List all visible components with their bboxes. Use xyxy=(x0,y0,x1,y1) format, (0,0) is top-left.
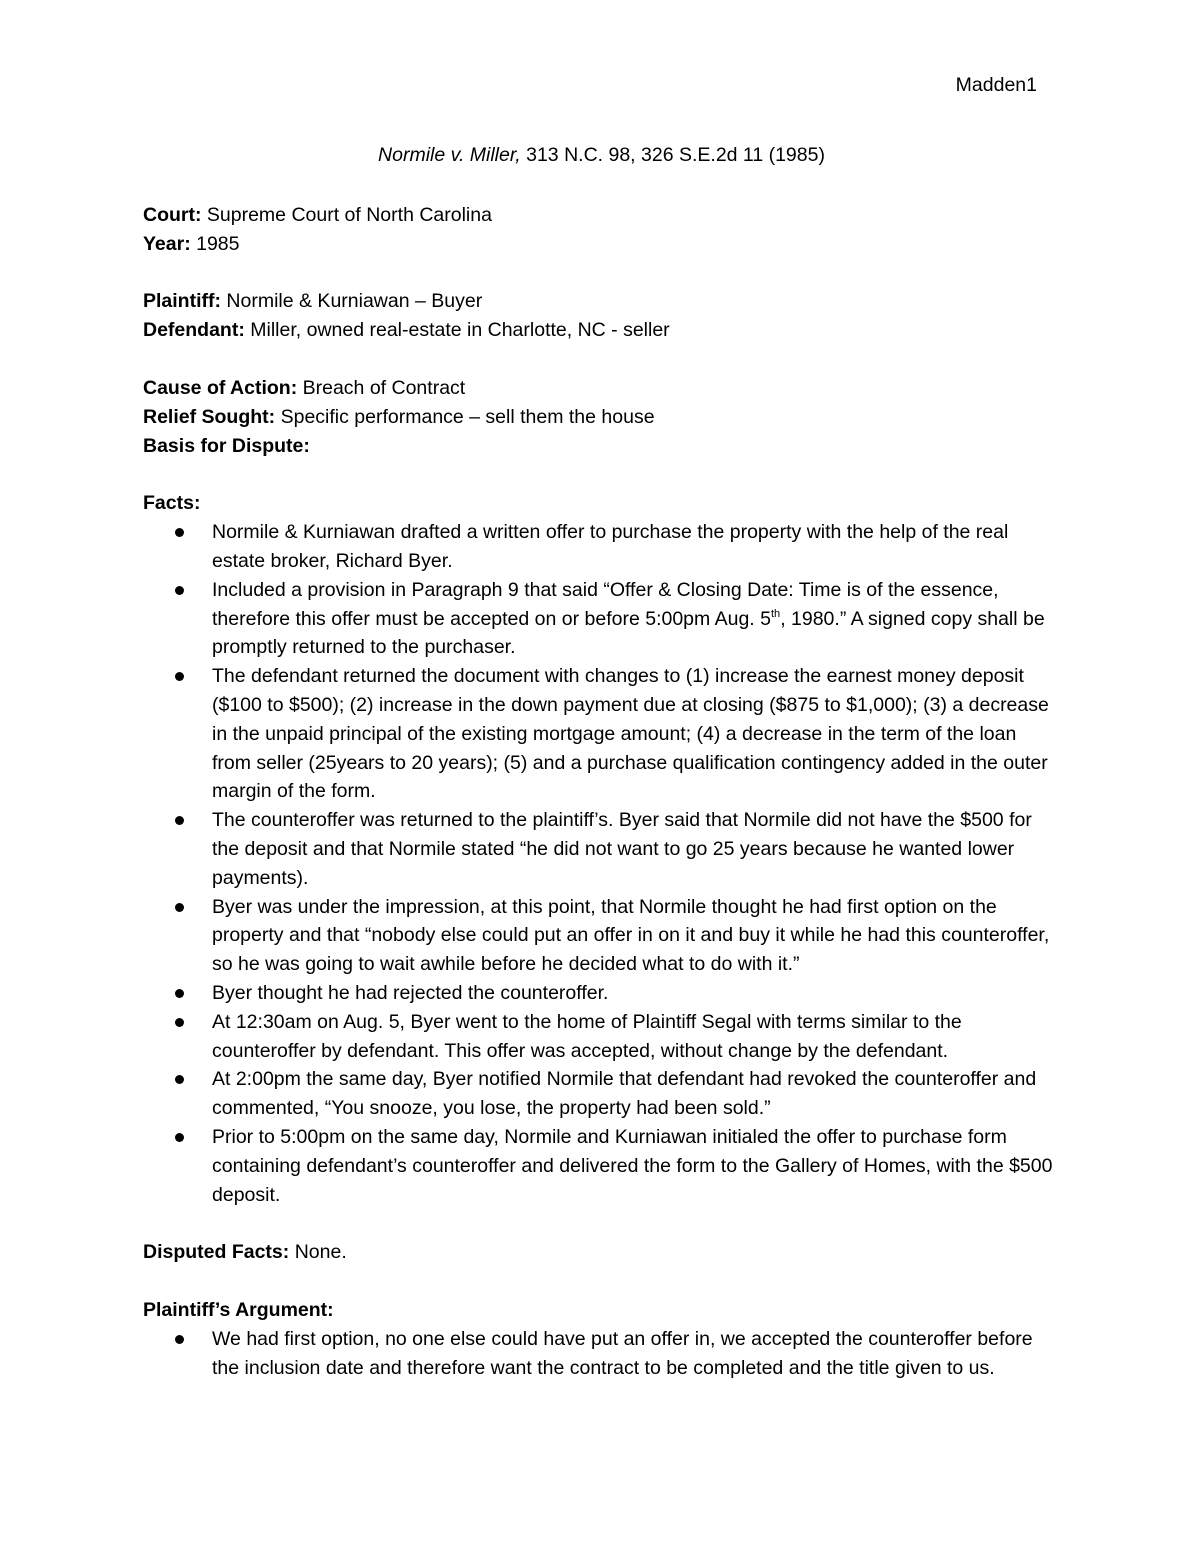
superscript: th xyxy=(771,607,781,620)
year-line xyxy=(143,230,1060,259)
relief-line xyxy=(143,403,1060,432)
case-name: Normile v. Miller, xyxy=(378,144,521,166)
disputed-label: Disputed Facts: xyxy=(143,1241,290,1264)
plaintiff-value: Normile & Kurniawan – Buyer xyxy=(221,290,483,313)
facts-list xyxy=(143,518,1060,1209)
disputed-line xyxy=(143,1238,1060,1267)
defendant-value: Miller, owned real-estate in Charlotte, NC - seller xyxy=(244,319,670,342)
plaintiff-label: Plaintiff: xyxy=(143,290,221,313)
facts-heading: Facts: xyxy=(143,492,201,515)
defendant-label: Defendant: xyxy=(143,319,245,342)
list-item: We had first option, no one else could have put an offer in, we accepted the counteroffer before the inclusion date and therefore want the contract to be completed and the title given to us. xyxy=(143,1325,1060,1383)
relief-value: Specific performance – sell them the house xyxy=(275,405,655,428)
list-item: The counteroffer was returned to the plaintiff’s. Byer said that Normile did not have the $500 for the deposit and that Normile stated “he did not want to go 25 years because he wanted lower payments). xyxy=(143,806,1060,892)
list-item: The defendant returned the document with changes to (1) increase the earnest money deposit ($100 to $500); (2) increase in the down payment due at closing ($875 to $1,000); (3) a decrease in the unpaid principal of the existing mortgage amount; (4) a decrease in the term of the loan from seller (25years to 20 years); (5) and a purchase qualification contingency added in the outer margin of the form. xyxy=(143,662,1060,806)
basis-label: Basis for Dispute: xyxy=(143,434,310,457)
defendant-line xyxy=(143,316,1060,345)
year-value: 1985 xyxy=(190,232,240,255)
case-reporter: 313 N.C. 98, 326 S.E.2d 11 (1985) xyxy=(520,144,825,166)
list-item: At 12:30am on Aug. 5, Byer went to the home of Plaintiff Segal with terms similar to the counteroffer by defendant. This offer was accepted, without change by the defendant. xyxy=(143,1008,1060,1066)
plaintiff-line xyxy=(143,287,1060,316)
relief-label: Relief Sought: xyxy=(143,405,276,428)
cause-line xyxy=(143,374,1060,403)
court-value: Supreme Court of North Carolina xyxy=(201,203,492,226)
list-item: Byer was under the impression, at this point, that Normile thought he had first option on the property and that “nobody else could put an offer in on it and buy it while he had this counteroffer, so he was going to wait awhile before he decided what to do with it.” xyxy=(143,893,1060,979)
list-item: Prior to 5:00pm on the same day, Normile and Kurniawan initialed the offer to purchase form containing defendant’s counteroffer and delivered the form to the Gallery of Homes, with the $500 deposit. xyxy=(143,1123,1060,1209)
basis-line xyxy=(143,432,1060,461)
cause-value: Breach of Contract xyxy=(297,376,466,399)
argument-heading: Plaintiff’s Argument: xyxy=(143,1299,334,1322)
document-body xyxy=(143,141,1060,1382)
list-item: Byer thought he had rejected the counteroffer. xyxy=(143,979,1060,1008)
court-line xyxy=(143,201,1060,230)
year-label: Year: xyxy=(143,232,191,255)
cause-label: Cause of Action: xyxy=(143,376,298,399)
court-label: Court: xyxy=(143,203,202,226)
list-item: Included a provision in Paragraph 9 that said “Offer & Closing Date: Time is of the essence, therefore this offer must be accepted on or before 5:00pm Aug. 5th, 1980.” A signed copy shall be promptly returned to the purchaser. xyxy=(143,576,1060,662)
argument-list xyxy=(143,1325,1060,1383)
disputed-value: None. xyxy=(289,1241,347,1264)
page-header: Madden1 xyxy=(955,74,1037,96)
list-item: At 2:00pm the same day, Byer notified Normile that defendant had revoked the counteroffer and commented, “You snooze, you lose, the property had been sold.” xyxy=(143,1065,1060,1123)
list-item: Normile & Kurniawan drafted a written offer to purchase the property with the help of the real estate broker, Richard Byer. xyxy=(143,518,1060,576)
case-citation xyxy=(143,141,1060,170)
